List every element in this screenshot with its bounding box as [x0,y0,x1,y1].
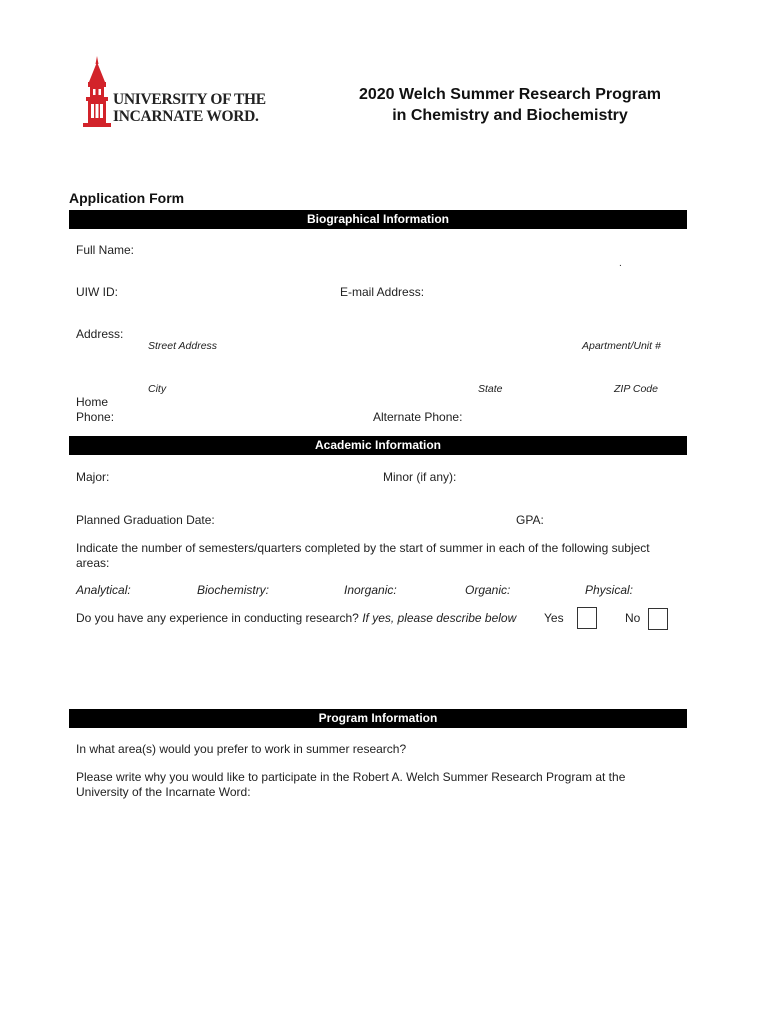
major-label: Major: [76,470,110,484]
address-label: Address: [76,327,124,341]
subject-inorganic: Inorganic: [344,583,397,597]
city-caption: City [148,383,167,395]
why-question: Please write why you would like to participate in the Robert A. Welch Summer Research Program at the University of the Incarnate Word: [76,770,626,799]
apartment-caption: Apartment/Unit # [582,340,661,352]
subject-biochemistry: Biochemistry: [197,583,270,597]
subject-analytical: Analytical: [76,583,131,597]
logo-text: UNIVERSITY OF THE INCARNATE WORD. [113,91,266,125]
minor-label: Minor (if any): [383,470,457,484]
research-question: Do you have any experience in conducting research? If yes, please describe below [76,611,517,625]
street-address-caption: Street Address [148,340,218,352]
zip-caption: ZIP Code [614,383,658,395]
section-header-academic: Academic Information [69,436,687,455]
gpa-label: GPA: [516,513,544,527]
yes-checkbox[interactable] [577,607,597,629]
page-title: 2020 Welch Summer Research Program in Chemistry and Biochemistry [358,86,662,124]
yes-label: Yes [544,611,564,625]
subject-organic: Organic: [465,583,511,597]
area-question: In what area(s) would you prefer to work in summer research? [76,742,407,756]
form-heading: Application Form [69,190,185,206]
state-caption: State [478,383,503,395]
no-label: No [625,611,641,625]
semesters-instruction: Indicate the number of semesters/quarters completed by the start of summer in each of the following subject areas: [76,541,650,570]
tower-icon [80,56,114,128]
uiw-id-label: UIW ID: [76,285,118,299]
section-header-biographical: Biographical Information [69,210,687,229]
full-name-label: Full Name: [76,243,135,257]
subject-physical: Physical: [585,583,634,597]
email-label: E-mail Address: [340,285,425,299]
no-checkbox[interactable] [648,608,668,630]
full-name-dot: . [619,258,622,269]
home-phone-label: Home Phone: [76,395,115,424]
graduation-date-label: Planned Graduation Date: [76,513,215,527]
university-logo [80,56,270,128]
alternate-phone-label: Alternate Phone: [373,410,463,424]
section-header-program: Program Information [69,709,687,728]
